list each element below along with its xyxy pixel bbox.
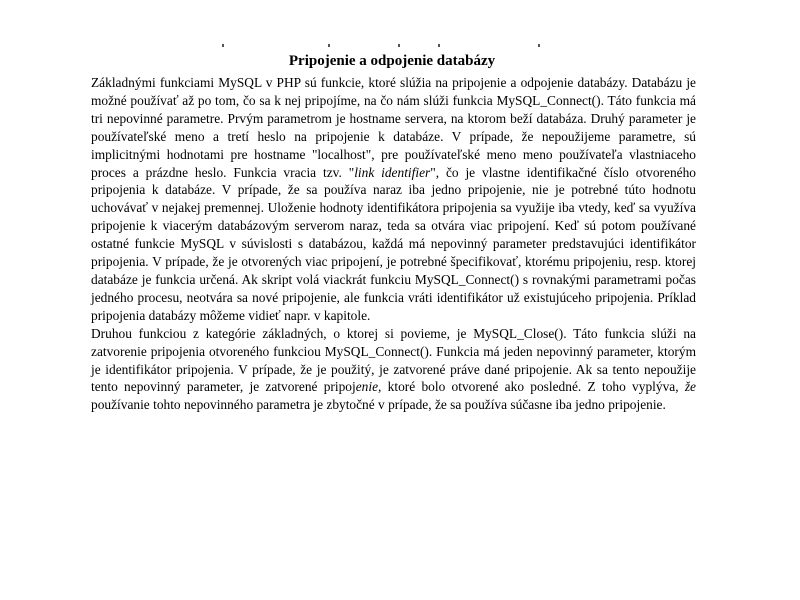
- clipped-text-remnant: [220, 44, 550, 48]
- page-title: Pripojenie a odpojenie databázy: [288, 53, 496, 69]
- paragraph-connect-text-1: Základnými funkciami MySQL v PHP sú funkcie, ktoré slúžia na pripojenie a odpojenie databázy. Databázu je možné používať až po tom, čo sa k nej pripojíme, na čo nám slúži funkcia MySQL_Connect(). Táto funkcia má tri nepovinné parametre. Prvým parametrom je hostname servera, na ktorom beží databáza. Druhý parameter je používateľské meno a tretí heslo na pripojenie k databáze. V prípade, že nepoužijeme parametre, sú implicitnými hodnotami pre hostname "localhost", pre používateľské meno meno používateľa vlastniaceho proces a prázdne heslo. Funkcia vracia tzv. ": [91, 75, 696, 180]
- body-text: [91, 74, 696, 414]
- paragraph-connect: [91, 74, 696, 325]
- link-identifier-term: link identifier: [354, 164, 431, 180]
- paragraph-connect-text-2: ", čo je vlastne identifikačné číslo otvoreného pripojenia k databáze. V prípade, že sa používa naraz iba jedno pripojenie, nie je potrebné túto hodnotu uchovávať v nejakej premennej. Uloženie hodnoty identifikátora pripojenia sa využije iba vtedy, keď sa využíva pripojenie k viacerým databázovým serverom naraz, teda sa otvára viac pripojení. Keď sú potom používané ostatné funkcie MySQL v súvislosti s databázou, každá má nepovinný parameter predstavujúci identifikátor pripojenia. V prípade, že je otvorených viac pripojení, je potrebné špecifikovať, ktorému pripojeniu, resp. ktorej databáze je funkcia určená. Ak skript volá viackrát funkciu MySQL_Connect() s rovnakými parametrami počas jedného procesu, neotvára sa nové pripojenie, ale funkcia vráti identifikátor už existujúceho pripojenia. Príklad pripojenia databázy môžeme vidieť napr. v kapitole.: [91, 164, 696, 323]
- paragraph-close-italic-1: enie,: [355, 379, 382, 395]
- paragraph-close: [91, 325, 696, 415]
- paragraph-close-text-3: používanie tohto nepovinného parametra je zbytočné v prípade, že sa používa súčasne iba jedno pripojenie.: [91, 397, 666, 413]
- paragraph-close-text-2: ktoré bolo otvorené ako posledné. Z toho vyplýva,: [381, 379, 685, 395]
- paragraph-close-text-1: Druhou funkciou z kategórie základných, o ktorej si povieme, je MySQL_Close(). Táto funkcia slúži na zatvorenie pripojenia otvoreného funkciou MySQL_Connect(). Funkcia má jeden nepovinný parameter, ktorým je identifikátor pripojenia. V prípade, že je použitý, je zatvorené práve dané pripojenie. Ak sa tento nepoužije tento nepovinný parameter, je zatvorené pripoj: [91, 325, 696, 395]
- paragraph-close-italic-2: že: [684, 379, 696, 395]
